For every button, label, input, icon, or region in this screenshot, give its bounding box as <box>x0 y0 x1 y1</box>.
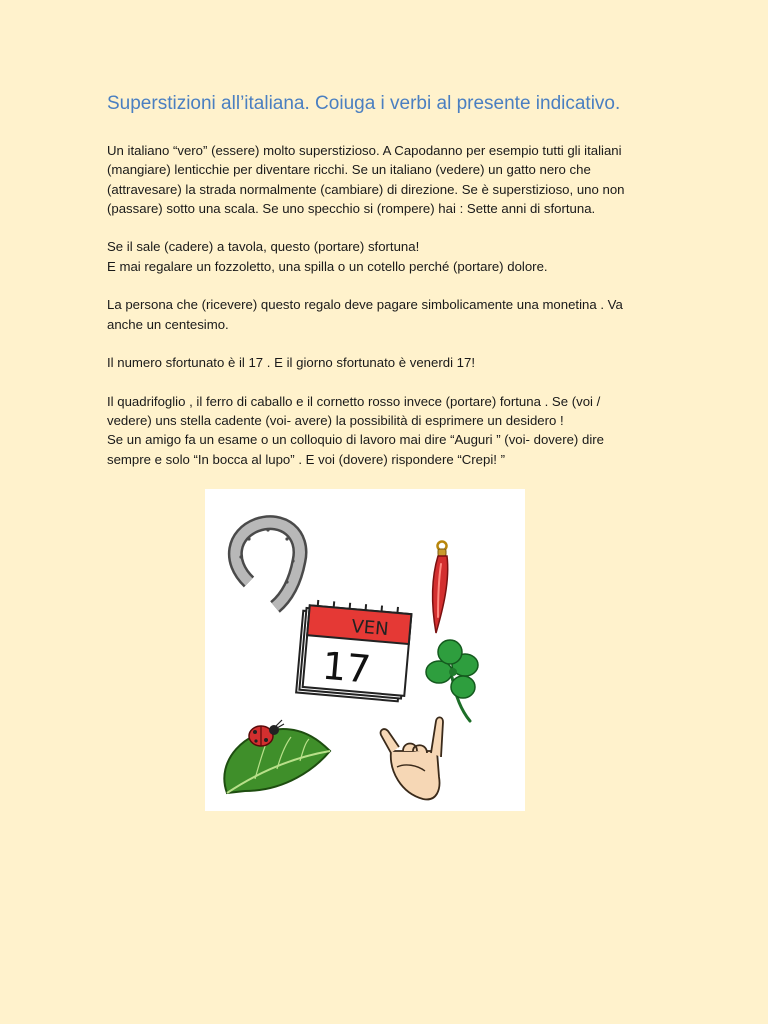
text-line: La persona che (ricevere) questo regalo deve pagare simbolicamente una monetina . Va <box>107 297 623 313</box>
text-line: anche un centesimo. <box>107 316 229 332</box>
illustration-canvas <box>205 489 525 811</box>
document-body <box>107 141 667 488</box>
text-line: (passare) sotto una scala. Se uno specchio si (rompere) hai : Sette anni di sfortuna. <box>107 200 596 216</box>
horseshoe-icon <box>235 523 300 607</box>
text-line: Se un amigo fa un esame o un colloquio di lavoro mai dire “Auguri ” (voi- dovere) dire <box>107 432 604 448</box>
horns-hand-gesture-icon <box>381 717 443 799</box>
text-line: Se il sale (cadere) a tavola, questo (portare) sfortuna! <box>107 239 420 255</box>
calendar-day-label: VEN <box>350 616 390 641</box>
superstition-illustration <box>205 489 525 811</box>
text-line: (mangiare) lenticchie per diventare ricchi. Se un italiano (vedere) un gatto nero che <box>107 162 591 178</box>
text-line: vedere) uns stella cadente (voi- avere) la possibilità di esprimere un desidero ! <box>107 413 564 429</box>
paragraph-monetina <box>107 295 667 334</box>
document-title: Superstizioni all’italiana. Coiuga i verbi al presente indicativo. <box>107 93 621 114</box>
paragraph-quadrifoglio <box>107 392 667 469</box>
calendar-icon <box>296 599 412 702</box>
text-line: (attravesare) la strada normalmente (cambiare) di direzione. Se è superstizioso, uno non <box>107 181 625 197</box>
text-line: E mai regalare un fozzoletto, una spilla o un cotello perché (portare) dolore. <box>107 258 548 274</box>
text-line: Un italiano “vero” (essere) molto superstizioso. A Capodanno per esempio tutti gli italiani <box>107 143 622 158</box>
paragraph-capodanno <box>107 141 667 218</box>
text-line: sempre e solo “In bocca al lupo” . E voi (dovere) rispondere “Crepi! ” <box>107 451 505 467</box>
text-line: Il numero sfortunato è il 17 . E il giorno sfortunato è venerdi 17! <box>107 355 475 371</box>
text-line: Il quadrifoglio , il ferro di caballo e il cornetto rosso invece (portare) fortuna . Se (voi / <box>107 393 601 409</box>
paragraph-sale <box>107 237 667 276</box>
calendar-date-number: 17 <box>320 643 373 692</box>
paragraph-numero-sfortunato <box>107 353 667 372</box>
four-leaf-clover-icon <box>426 640 478 721</box>
ladybug-on-leaf-icon <box>224 720 330 793</box>
chili-horn-icon <box>432 542 447 634</box>
